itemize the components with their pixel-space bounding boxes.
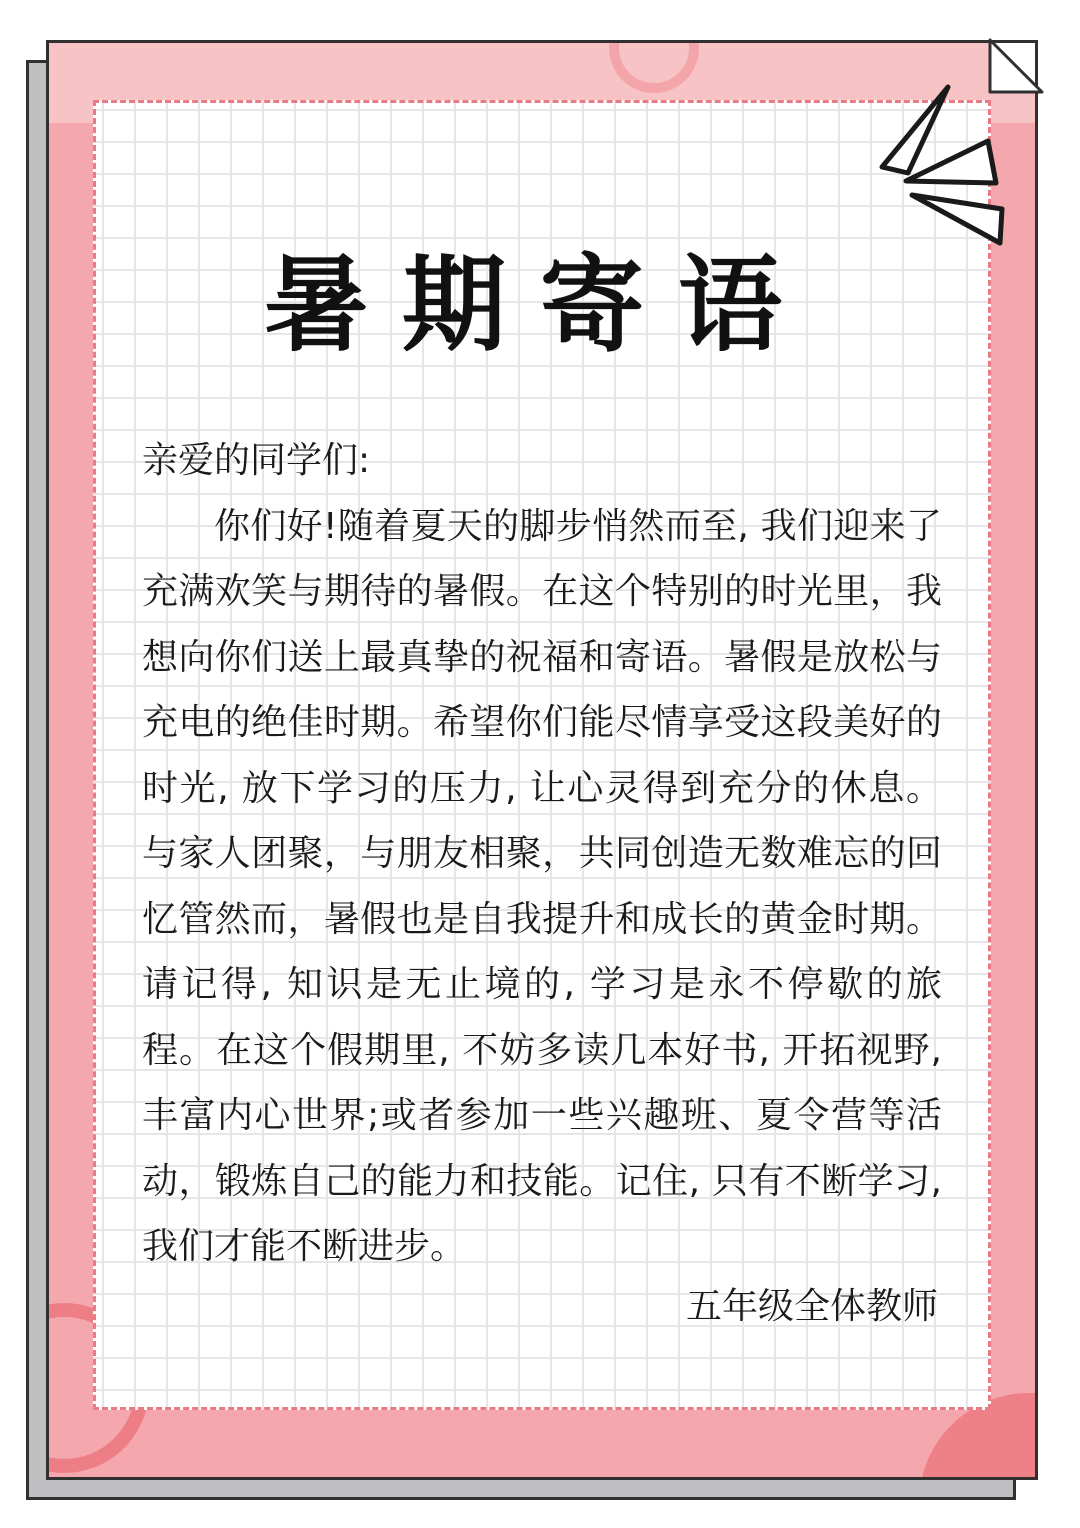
letter-greeting: 亲爱的同学们: <box>142 440 371 481</box>
letter-body: 你们好!随着夏天的脚步悄然而至, 我们迎来了充满欢笑与期待的暑假。在这个特别的时光里，我想向你们送上最真挚的祝福和寄语。暑假是放松与充电的绝佳时期。希望你们能尽情享受这段美好的时光, 放下学习的压力, 让心灵得到充分的休息。与家人团聚，与朋友相聚，共同创造无数难忘的回忆管然而，暑假也是自我提升和成长的黄金时期。请记得, 知识是无止境的, 学习是永不停歇的旅程。在这个假期里, 不妨多读几本好书, 开拓视野, 丰富内心世界;或者参加一些兴趣班、夏令营等活动，锻炼自己的能力和技能。记住, 只有不断学习, 我们才能不断进步。 <box>142 505 942 1267</box>
page-title: 暑期寄语 <box>263 244 816 366</box>
sparkle-triangles-icon <box>870 75 1020 255</box>
letter-content <box>142 428 942 1280</box>
letter-signature: 五年级全体教师 <box>685 1286 938 1327</box>
